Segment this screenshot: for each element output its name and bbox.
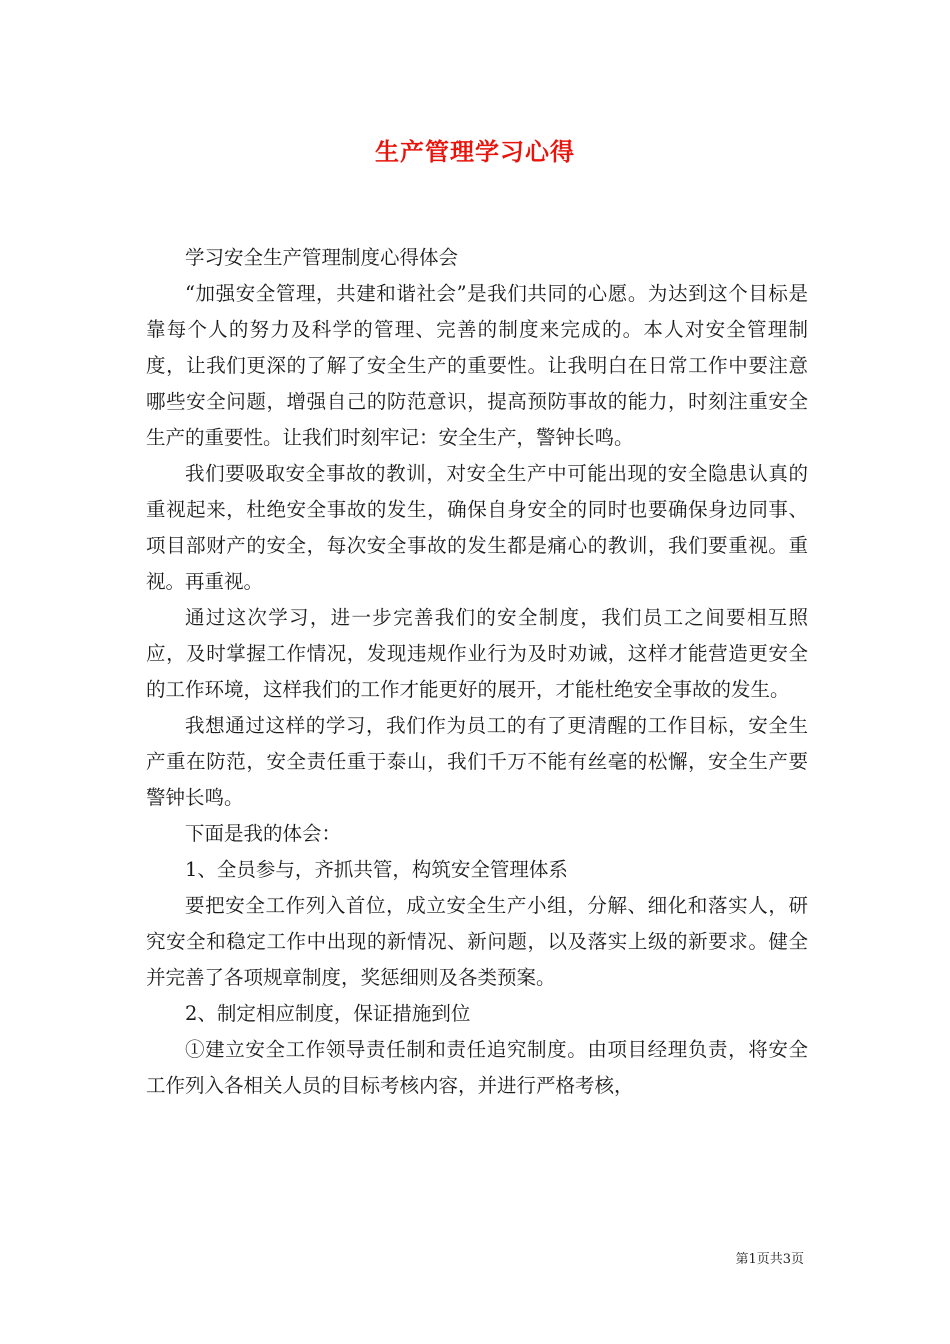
paragraph: 我想通过这样的学习，我们作为员工的有了更清醒的工作目标，安全生产重在防范，安全责任重于泰山，我们千万不能有丝毫的松懈，安全生产要警钟长鸣。 <box>146 714 808 809</box>
paragraph: 下面是我的体会： <box>185 822 342 845</box>
document-title: 生产管理学习心得 <box>375 137 575 166</box>
page-number: 第1页共3页 <box>735 1252 804 1267</box>
paragraph: 要把安全工作列入首位，成立安全生产小组，分解、细化和落实人，研究安全和稳定工作中出现的新情况、新问题，以及落实上级的新要求。健全并完善了各项规章制度，奖惩细则及各类预案。 <box>146 894 808 989</box>
paragraph: “加强安全管理，共建和谐社会”是我们共同的心愿。为达到这个目标是靠每个人的努力及科学的管理、完善的制度来完成的。本人对安全管理制度，让我们更深的了解了安全生产的重要性。让我明白在日常工作中要注意哪些安全问题，增强自己的防范意识，提高预防事故的能力，时刻注重安全生产的重要性。让我们时刻牢记：安全生产，警钟长鸣。 <box>146 282 808 449</box>
section-heading: 学习安全生产管理制度心得体会 <box>185 246 459 269</box>
document-body <box>146 240 808 1104</box>
paragraph: 通过这次学习，进一步完善我们的安全制度，我们员工之间要相互照应，及时掌握工作情况，发现违规作业行为及时劝诫，这样才能营造更安全的工作环境，这样我们的工作才能更好的展开，才能杜绝安全事故的发生。 <box>146 606 808 701</box>
list-heading: 2、制定相应制度，保证措施到位 <box>185 1002 471 1025</box>
paragraph: ①建立安全工作领导责任制和责任追究制度。由项目经理负责，将安全工作列入各相关人员的目标考核内容，并进行严格考核， <box>146 1038 808 1097</box>
list-heading: 1、全员参与，齐抓共管，构筑安全管理体系 <box>185 858 568 881</box>
paragraph: 我们要吸取安全事故的教训，对安全生产中可能出现的安全隐患认真的重视起来，杜绝安全事故的发生，确保自身安全的同时也要确保身边同事、项目部财产的安全，每次安全事故的发生都是痛心的教训，我们要重视。重视。再重视。 <box>146 462 808 593</box>
